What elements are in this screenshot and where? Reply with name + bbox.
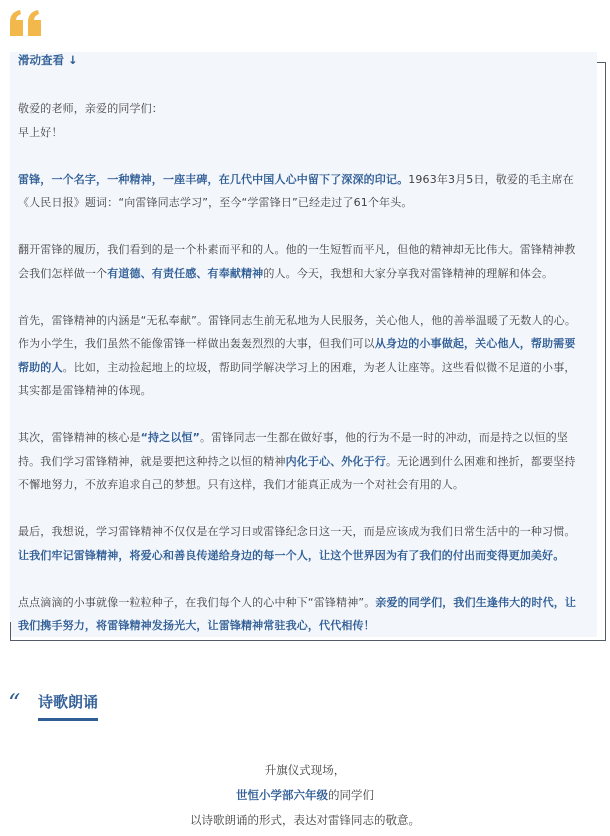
poem-line: 以诗歌朗诵的形式，表达对雷锋同志的敬意。 xyxy=(190,813,420,827)
paragraph-2 xyxy=(18,238,586,285)
paragraph-1 xyxy=(18,168,586,215)
paragraph-text: 的人。今天，我想和大家分享我对雷锋精神的理解和体会。 xyxy=(263,266,554,280)
paragraph-text: 其次，雷锋精神的核心是 xyxy=(18,431,141,444)
section-quote-icon: “ xyxy=(8,689,21,717)
frame-line xyxy=(10,622,11,640)
paragraph-text: 。比如，主动捡起地上的垃圾，帮助同学解决学习上的困难，为老人让座等。这些看似微不足道的小事，其实都是雷锋精神的体现。 xyxy=(18,360,576,397)
greeting: 敬爱的老师，亲爱的同学们： xyxy=(18,102,163,115)
paragraph-text: 翻开雷锋的履历，我们看到的是一个朴素而平和的人。他的一生短暂而平凡，但他的精神却无比伟大。雷锋精神教会我们怎样做一个 xyxy=(18,243,576,280)
quote-icon xyxy=(8,8,44,38)
highlight-text: 亲爱的同学们，我们生逢伟大的时代，让我们携手努力，将雷锋精神发扬光大，让雷锋精神常驻我心，代代相传！ xyxy=(18,595,577,632)
poem-text: 的同学们 xyxy=(328,788,374,802)
paragraph-text: 。雷锋同志一生都在做好事，他的行为不是一时的冲动，而是持之以恒的坚持。我们学习雷锋精神，就是要把这种持之以恒的精神 xyxy=(18,431,568,468)
paragraph-text: 1963年3月5日，敬爱的毛主席在《人民日报》题词：“向雷锋同志学习”，至今“学雷锋日”已经走过了61个年头。 xyxy=(18,172,574,209)
highlight-text: 从身边的小事做起，关心他人，帮助需要帮助的人 xyxy=(18,337,576,374)
highlight-text: 有道德、有责任感、有奉献精神 xyxy=(107,266,264,280)
highlight-text: 世恒小学部六年级 xyxy=(236,788,328,802)
highlight-text: 内化于心、外化于行 xyxy=(285,454,386,468)
frame-line xyxy=(10,640,606,641)
paragraph-5 xyxy=(18,520,586,567)
paragraph-text: 首先，雷锋精神的内涵是“无私奉献”。雷锋同志生前无私地为人民服务，关心他人，他的善举温暖了无数人的心。作为小学生，我们虽然不能像雷锋一样做出轰轰烈烈的大事，但我们可以 xyxy=(18,313,577,350)
paragraph-text: 。无论遇到什么困难和挫折，都要坚持不懈地努力，不放弃追求自己的梦想。只有这样，我们才能真正成为一个对社会有用的人。 xyxy=(18,454,576,491)
poem-line xyxy=(0,783,610,808)
poem-line: 升旗仪式现场， xyxy=(264,763,346,777)
scroll-hint[interactable]: 滑动查看 ↓ xyxy=(18,53,78,67)
morning-greeting: 早上好！ xyxy=(18,125,63,139)
highlight-text: “持之以恒” xyxy=(140,431,201,444)
paragraph-6 xyxy=(18,591,586,638)
paragraph-3 xyxy=(18,309,586,403)
poem-intro xyxy=(0,758,610,833)
paragraph-text: 最后，我想说，学习雷锋精神不仅仅是在学习日或雷锋纪念日这一天，而是应该成为我们日常生活中的一种习惯。 xyxy=(18,525,576,538)
paragraph-text: 点点滴滴的小事就像一粒粒种子，在我们每个人的心中种下“雷锋精神”。 xyxy=(18,595,376,609)
section-title-underline xyxy=(38,718,98,721)
speech-body xyxy=(18,97,586,638)
paragraph-4 xyxy=(18,426,586,497)
highlight-text: 让我们牢记雷锋精神，将爱心和善良传递给身边的每一个人，让这个世界因为有了我们的付出而变得更加美好。 xyxy=(18,548,565,562)
highlight-text: 雷锋，一个名字，一种精神，一座丰碑，在几代中国人心中留下了深深的印记。 xyxy=(18,172,409,186)
frame-line xyxy=(605,62,606,640)
section-title: 诗歌朗诵 xyxy=(38,693,99,711)
